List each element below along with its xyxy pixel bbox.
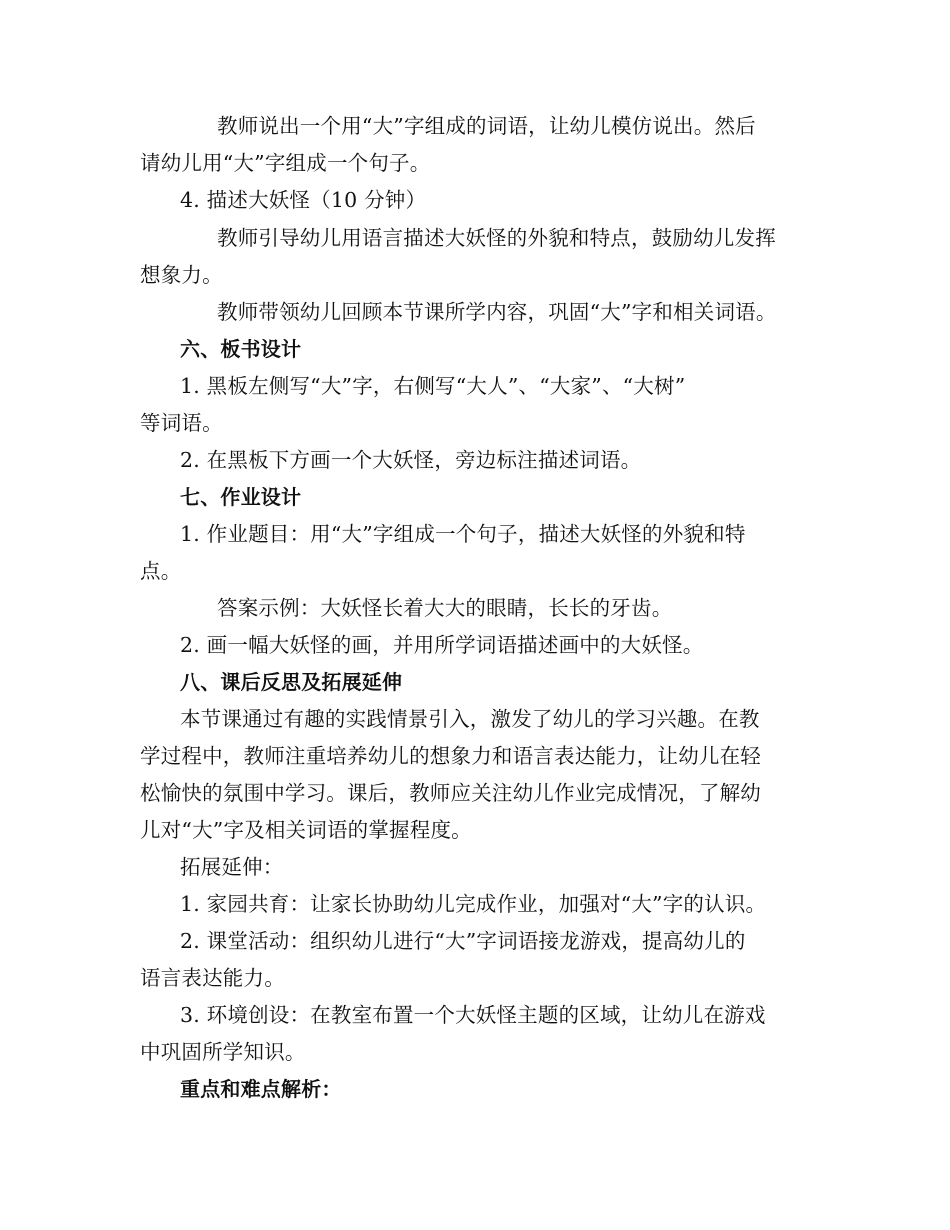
paragraph-line: 想象力。 bbox=[140, 263, 223, 287]
list-item: 2. 在黑板下方画一个大妖怪，旁边标注描述词语。 bbox=[180, 448, 642, 472]
paragraph-line: 儿对“大”字及相关词语的掌握程度。 bbox=[140, 818, 472, 842]
paragraph-line: 学过程中，教师注重培养幼儿的想象力和语言表达能力，让幼儿在轻 bbox=[140, 744, 761, 768]
paragraph-line: 教师引导幼儿用语言描述大妖怪的外貌和特点，鼓励幼儿发挥 bbox=[217, 226, 776, 250]
list-item: 2. 课堂活动：组织幼儿进行“大”字词语接龙游戏，提高幼儿的 bbox=[180, 929, 746, 953]
list-item: 3. 环境创设：在教室布置一个大妖怪主题的区域，让幼儿在游戏 bbox=[180, 1003, 766, 1027]
list-item: 2. 画一幅大妖怪的画，并用所学词语描述画中的大妖怪。 bbox=[180, 633, 704, 657]
paragraph-line: 中巩固所学知识。 bbox=[140, 1040, 306, 1064]
paragraph-line: 请幼儿用“大”字组成一个句子。 bbox=[140, 151, 431, 175]
section-heading: 六、板书设计 bbox=[180, 337, 302, 361]
paragraph-line: 点。 bbox=[140, 559, 182, 583]
list-item: 4. 描述大妖怪（10 分钟） bbox=[180, 188, 427, 212]
paragraph-line: 拓展延伸： bbox=[180, 855, 284, 879]
section-heading: 八、课后反思及拓展延伸 bbox=[180, 670, 403, 694]
paragraph-line: 答案示例：大妖怪长着大大的眼睛，长长的牙齿。 bbox=[217, 596, 673, 620]
section-heading: 七、作业设计 bbox=[180, 485, 302, 509]
paragraph-line: 松愉快的氛围中学习。课后，教师应关注幼儿作业完成情况，了解幼 bbox=[140, 781, 761, 805]
paragraph-line: 教师带领幼儿回顾本节课所学内容，巩固“大”字和相关词语。 bbox=[217, 300, 777, 324]
paragraph-line: 语言表达能力。 bbox=[140, 966, 285, 990]
paragraph-line: 教师说出一个用“大”字组成的词语，让幼儿模仿说出。然后 bbox=[217, 114, 756, 138]
list-item: 1. 黑板左侧写“大”字，右侧写“大人”、“大家”、“大树” bbox=[180, 374, 686, 398]
list-item: 1. 家园共育：让家长协助幼儿完成作业，加强对“大”字的认识。 bbox=[180, 892, 767, 916]
paragraph-line: 等词语。 bbox=[140, 411, 223, 435]
paragraph-line: 本节课通过有趣的实践情景引入，激发了幼儿的学习兴趣。在教 bbox=[180, 707, 760, 731]
list-item: 1. 作业题目：用“大”字组成一个句子，描述大妖怪的外貌和特 bbox=[180, 522, 746, 546]
section-heading: 重点和难点解析： bbox=[180, 1077, 342, 1101]
